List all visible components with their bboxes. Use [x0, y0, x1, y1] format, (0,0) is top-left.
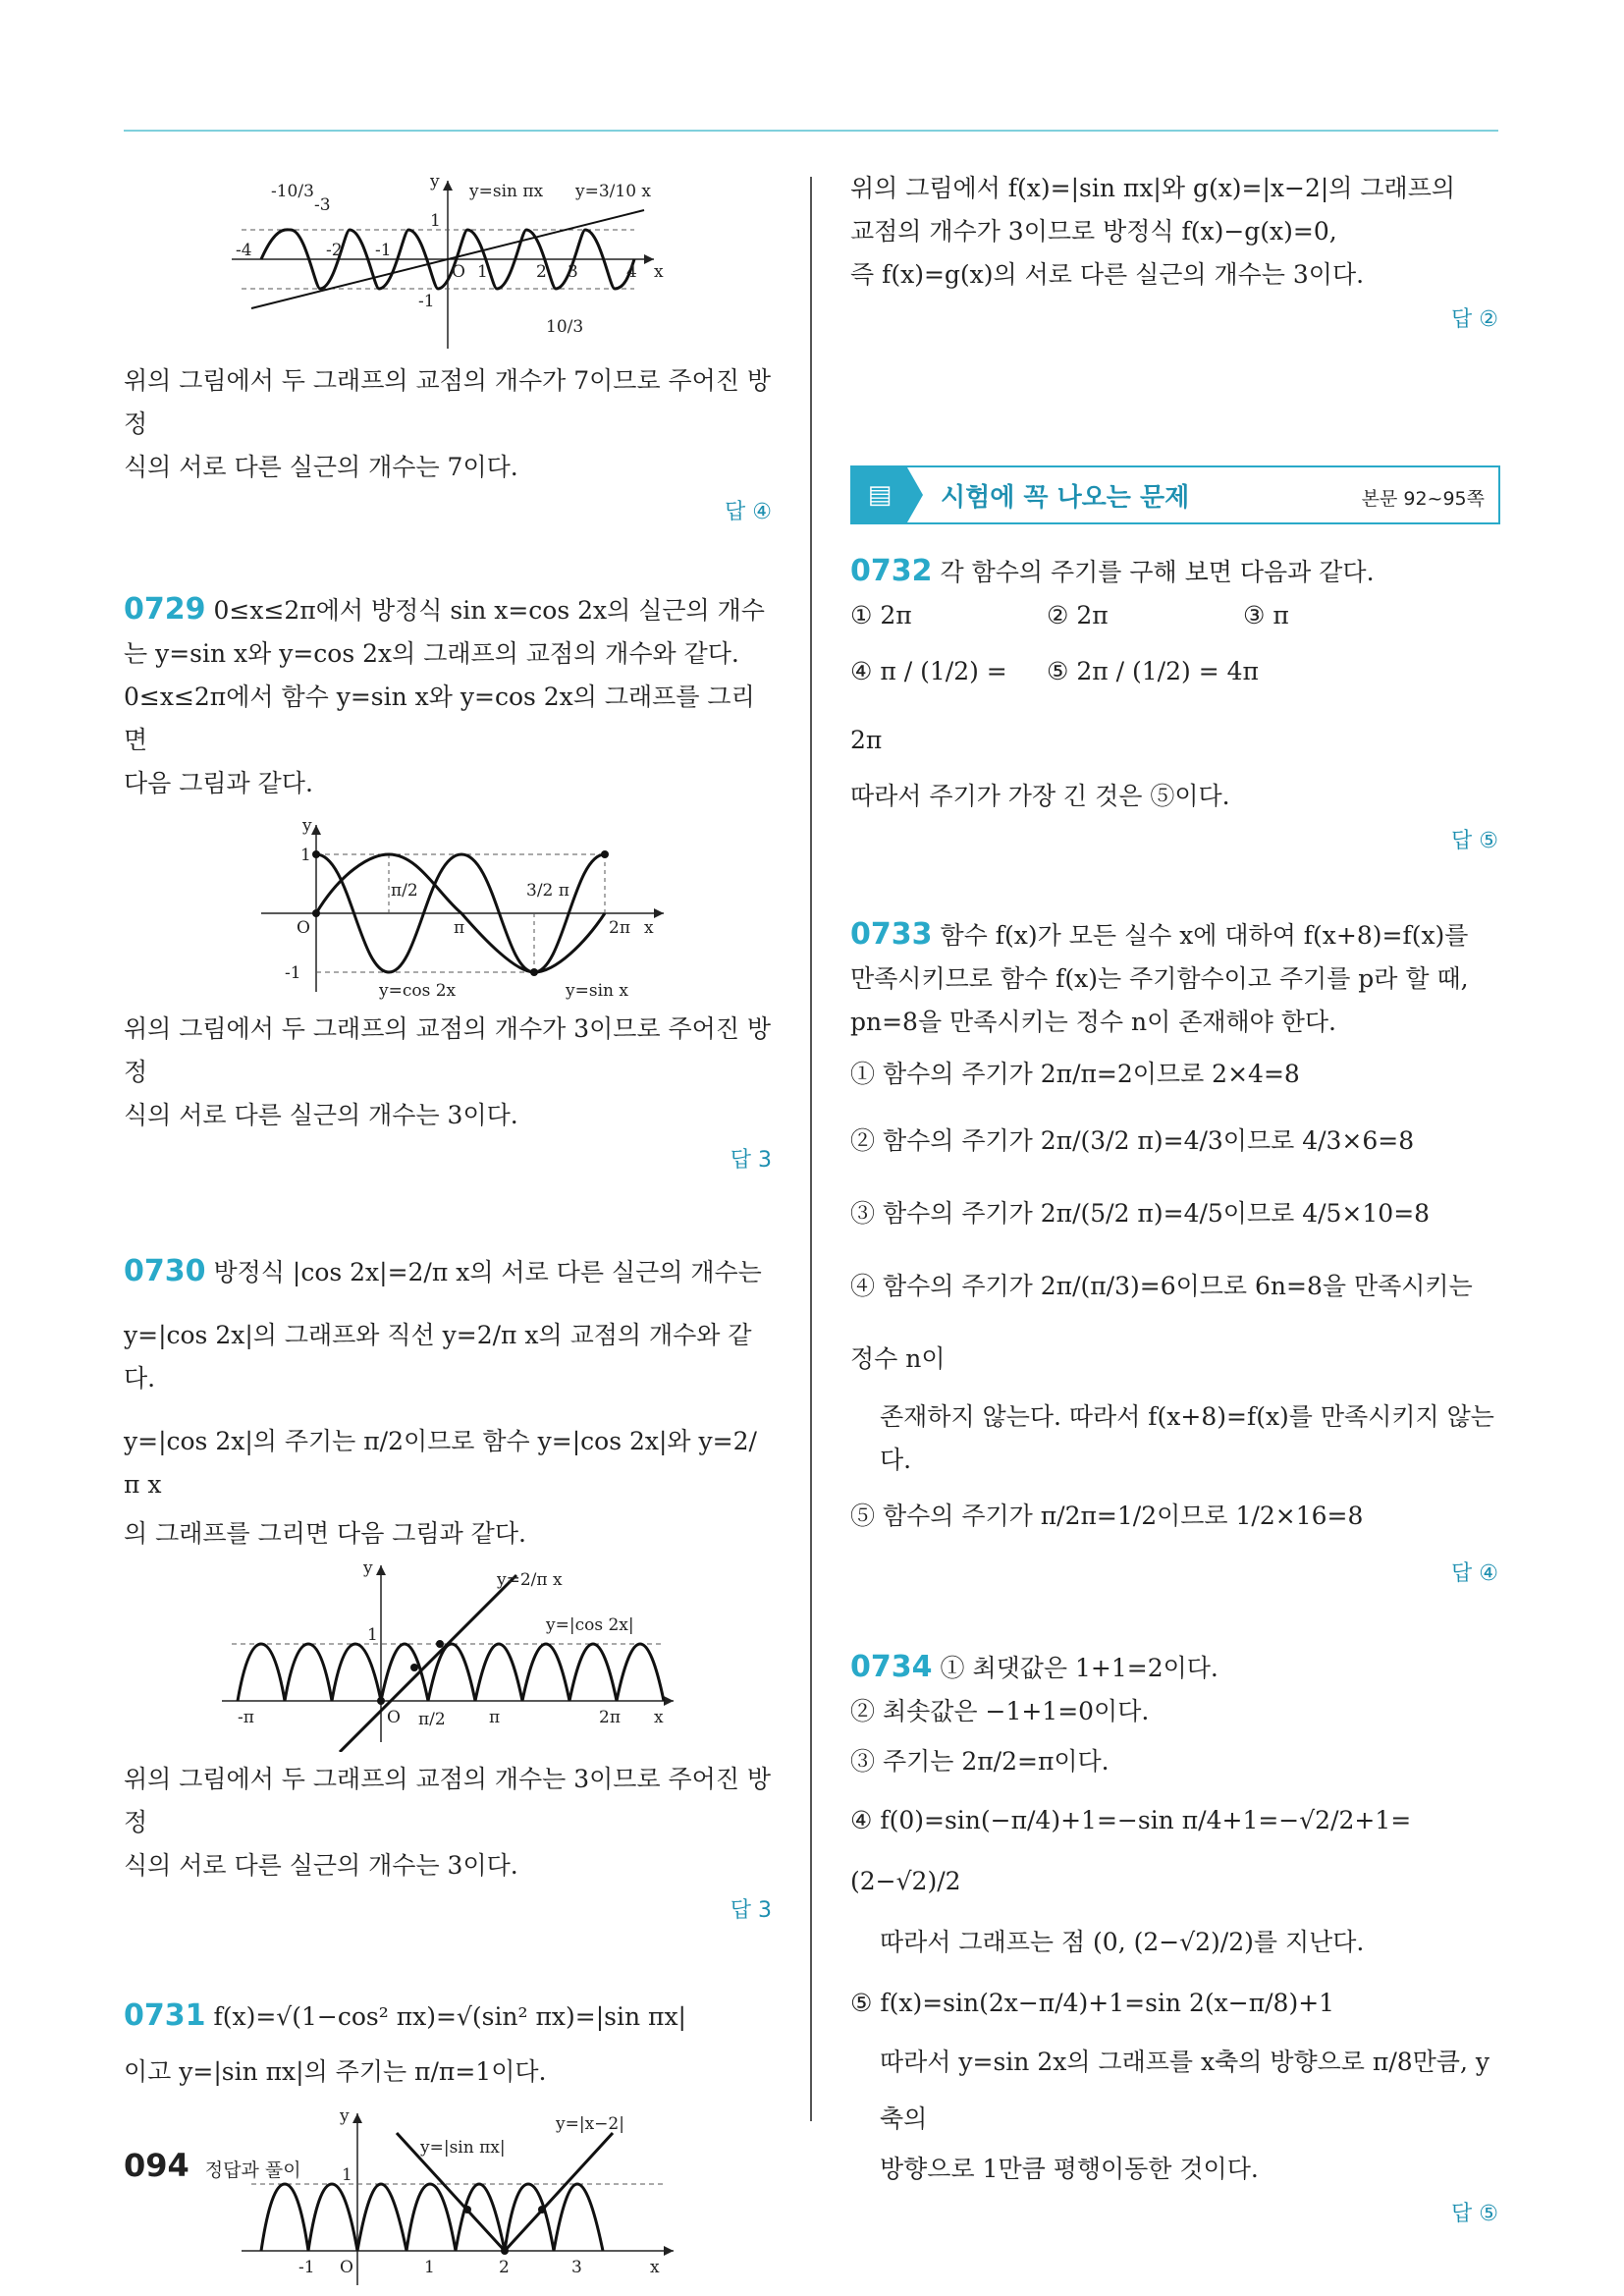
q733-line2: 만족시키므로 함수 f(x)는 주기함수이고 주기를 p라 할 때,: [850, 964, 1469, 993]
q733-line1: 함수 f(x)가 모든 실수 x에 대하여 f(x+8)=f(x)를: [940, 921, 1469, 950]
g3-curve-label: y=|cos 2x|: [546, 1615, 634, 1635]
g4-curve-label-sin: y=|sin πx|: [420, 2138, 506, 2158]
page-footer: [124, 2147, 301, 2184]
g1-label-x: x: [654, 262, 664, 282]
answer-728: 답 ④: [725, 500, 772, 524]
g1-label-1: 1: [477, 262, 488, 282]
q733-opt5: ⑤ 함수의 주기가 π/2π=1/2이므로 1/2×16=8: [850, 1502, 1364, 1530]
q733-line3: pn=8을 만족시키는 정수 n이 존재해야 한다.: [850, 1008, 1336, 1036]
q730-after1: 위의 그림에서 두 그래프의 교점의 개수는 3이므로 주어진 방정: [124, 1765, 772, 1836]
q732-opt1: ① 2π: [850, 601, 912, 629]
g3-label-x: x: [654, 1708, 664, 1727]
problem-number-0732: 0732: [850, 554, 933, 588]
q732-conclusion: 따라서 주기가 가장 긴 것은 ⑤이다.: [850, 782, 1230, 810]
g2-label-y: y: [302, 816, 312, 836]
q734-line8: 방향으로 1만큼 평행이동한 것이다.: [880, 2155, 1259, 2183]
q732-opt3: ③ π: [1243, 601, 1289, 629]
q733-opt4c: 다.: [880, 1446, 912, 1474]
q729-after1: 위의 그림에서 두 그래프의 교점의 개수가 3이므로 주어진 방정: [124, 1014, 772, 1086]
g2-label-origin: O: [297, 918, 310, 938]
g1-label-y: y: [430, 172, 440, 191]
graph-abs-cos2x: [124, 1556, 772, 1752]
problem-number-0729: 0729: [124, 592, 206, 627]
left-column: [124, 167, 772, 2296]
column-divider: [810, 177, 812, 2121]
g4-label-x: x: [650, 2258, 660, 2277]
q734-line6: ⑤ f(x)=sin(2x−π/4)+1=sin 2(x−π/8)+1: [850, 1989, 1335, 2017]
right-column-lower: [850, 550, 1498, 2227]
g1-label-4: 4: [626, 262, 637, 282]
q730-line2: y=|cos 2x|의 그래프와 직선 y=2/π x의 교점의 개수와 같다.: [124, 1321, 752, 1393]
answer-734: 답 ⑤: [1451, 2202, 1498, 2226]
g4-label-y: y: [340, 2106, 350, 2126]
answer-731: 답 ②: [1451, 307, 1498, 332]
answer-732: 답 ⑤: [1451, 829, 1498, 853]
header-rule: [124, 130, 1498, 132]
g3-label-pi: π: [489, 1708, 501, 1727]
q731-line1: f(x)=√(1−cos² πx)=√(sin² πx)=|sin πx|: [213, 2002, 686, 2031]
q732-line1: 각 함수의 주기를 구해 보면 다음과 같다.: [940, 558, 1375, 586]
q733-opt2: ② 함수의 주기가 2π/(3/2 π)=4/3이므로 4/3×6=8: [850, 1126, 1415, 1155]
q733-opt1: ① 함수의 주기가 2π/π=2이므로 2×4=8: [850, 1060, 1300, 1088]
g3-label-y: y: [363, 1558, 373, 1578]
graph-abs-sin-pix: [124, 2094, 772, 2290]
g2-label-pi: π: [454, 918, 465, 938]
banner-arrow: [907, 467, 923, 522]
g1-label-neg10-3: -10/3: [271, 182, 314, 201]
g2-label-1: 1: [300, 846, 311, 865]
q729-line3: 0≤x≤2π에서 함수 y=sin x와 y=cos 2x의 그래프를 그리면: [124, 683, 755, 754]
g3-label-neg-pi: -π: [238, 1708, 254, 1727]
g2-label-pi-2: π/2: [391, 881, 418, 901]
g2-curve-label-cos: y=cos 2x: [379, 981, 457, 1001]
banner-pages: 본문 92~95쪽: [1361, 488, 1485, 510]
q732-opt4: ④ π / (1/2) = 2π: [850, 657, 1007, 754]
g1-label-neg3: -3: [314, 195, 331, 215]
p728-line2: 식의 서로 다른 실근의 개수는 7이다.: [124, 453, 518, 481]
answer-730: 답 3: [730, 1898, 772, 1923]
q734-line3: ③ 주기는 2π/2=π이다.: [850, 1747, 1110, 1776]
graph-sin-pix: [124, 167, 772, 354]
g1-label-10-3: 10/3: [546, 317, 584, 337]
q730-line1: 방정식 |cos 2x|=2/π x의 서로 다른 실근의 개수는: [213, 1258, 762, 1286]
footer-label: 정답과 풀이: [204, 2159, 301, 2181]
q731-line2: 이고 y=|sin πx|의 주기는 π/π=1이다.: [124, 2057, 547, 2086]
g4-label-1: 1: [424, 2258, 435, 2277]
graph-sin-cos2x: [124, 805, 772, 1002]
g4-line-label: y=|x−2|: [556, 2114, 624, 2134]
p731-line3: 즉 f(x)=g(x)의 서로 다른 실근의 개수는 3이다.: [850, 260, 1365, 289]
g1-curve-label-line: y=3/10 x: [575, 182, 652, 201]
q732-opt5: ⑤ 2π / (1/2) = 4π: [1047, 657, 1259, 685]
g3-label-1: 1: [367, 1625, 378, 1645]
g2-label-x: x: [644, 918, 654, 938]
problem-number-0733: 0733: [850, 917, 933, 952]
book-icon: ▤: [852, 467, 907, 522]
g1-label-2: 2: [536, 262, 547, 282]
problem-number-0730: 0730: [124, 1254, 206, 1288]
g1-label-neg4: -4: [236, 241, 252, 260]
q733-opt4b: 존재하지 않는다. 따라서 f(x+8)=f(x)를 만족시키지 않는: [880, 1402, 1494, 1431]
g1-label-3: 3: [568, 262, 578, 282]
q730-line4: 의 그래프를 그리면 다음 그림과 같다.: [124, 1519, 526, 1548]
g2-curve-label-sin: y=sin x: [566, 981, 628, 1001]
q730-after2: 식의 서로 다른 실근의 개수는 3이다.: [124, 1851, 518, 1880]
g1-label-1y: 1: [430, 211, 441, 231]
g3-label-origin: O: [387, 1708, 401, 1727]
g4-label-3: 3: [571, 2258, 582, 2277]
q733-opt4a: ④ 함수의 주기가 2π/(π/3)=6이므로 6n=8을 만족시키는 정수 n이: [850, 1272, 1473, 1373]
page-number: 094: [124, 2147, 189, 2184]
right-column: [850, 167, 1498, 333]
g4-label-origin: O: [340, 2258, 353, 2277]
q733-opt3: ③ 함수의 주기가 2π/(5/2 π)=4/5이므로 4/5×10=8: [850, 1199, 1431, 1228]
q734-line7: 따라서 y=sin 2x의 그래프를 x축의 방향으로 π/8만큼, y축의: [880, 2048, 1489, 2133]
q734-line1: ① 최댓값은 1+1=2이다.: [940, 1654, 1218, 1682]
answer-733: 답 ④: [1451, 1561, 1498, 1586]
problem-number-0734: 0734: [850, 1650, 933, 1684]
q732-opt2: ② 2π: [1047, 601, 1109, 629]
q729-line1: 0≤x≤2π에서 방정식 sin x=cos 2x의 실근의 개수: [213, 596, 765, 625]
g2-label-3pi-2: 3/2 π: [526, 881, 569, 901]
p728-line1: 위의 그림에서 두 그래프의 교점의 개수가 7이므로 주어진 방정: [124, 366, 772, 438]
q734-line4: ④ f(0)=sin(−π/4)+1=−sin π/4+1=−√2/2+1=(2−√2)/2: [850, 1806, 1412, 1895]
q734-line5: 따라서 그래프는 점 (0, (2−√2)/2)를 지난다.: [880, 1928, 1365, 1956]
g2-label-2pi: 2π: [609, 918, 630, 938]
p731-line1: 위의 그림에서 f(x)=|sin πx|와 g(x)=|x−2|의 그래프의: [850, 174, 1455, 202]
section-banner: [850, 465, 1500, 524]
q734-line2: ② 최솟값은 −1+1=0이다.: [850, 1697, 1150, 1725]
problem-number-0731: 0731: [124, 1998, 206, 2033]
g1-label-neg2: -2: [326, 241, 343, 260]
q729-line2: 는 y=sin x와 y=cos 2x의 그래프의 교점의 개수와 같다.: [124, 639, 739, 668]
g2-label-neg1: -1: [285, 963, 301, 983]
g3-label-2pi: 2π: [599, 1708, 621, 1727]
q730-line3: y=|cos 2x|의 주기는 π/2이므로 함수 y=|cos 2x|와 y=2/π x: [124, 1427, 757, 1499]
g1-label-neg1: -1: [375, 241, 392, 260]
g1-curve-label-sin: y=sin πx: [469, 182, 544, 201]
p731-line2: 교점의 개수가 3이므로 방정식 f(x)−g(x)=0,: [850, 217, 1337, 246]
g4-label-neg1: -1: [298, 2258, 315, 2277]
q729-line4: 다음 그림과 같다.: [124, 769, 313, 797]
g3-line-label: y=2/π x: [497, 1570, 563, 1590]
g3-label-pi-2: π/2: [418, 1710, 446, 1729]
g1-label-origin: O: [452, 262, 465, 282]
g4-label-2: 2: [499, 2258, 510, 2277]
q729-after2: 식의 서로 다른 실근의 개수는 3이다.: [124, 1101, 518, 1129]
g4-label-1y: 1: [342, 2165, 352, 2185]
g1-label-neg1y: -1: [418, 292, 435, 311]
banner-title: 시험에 꼭 나오는 문제: [941, 483, 1190, 513]
answer-729: 답 3: [730, 1148, 772, 1173]
